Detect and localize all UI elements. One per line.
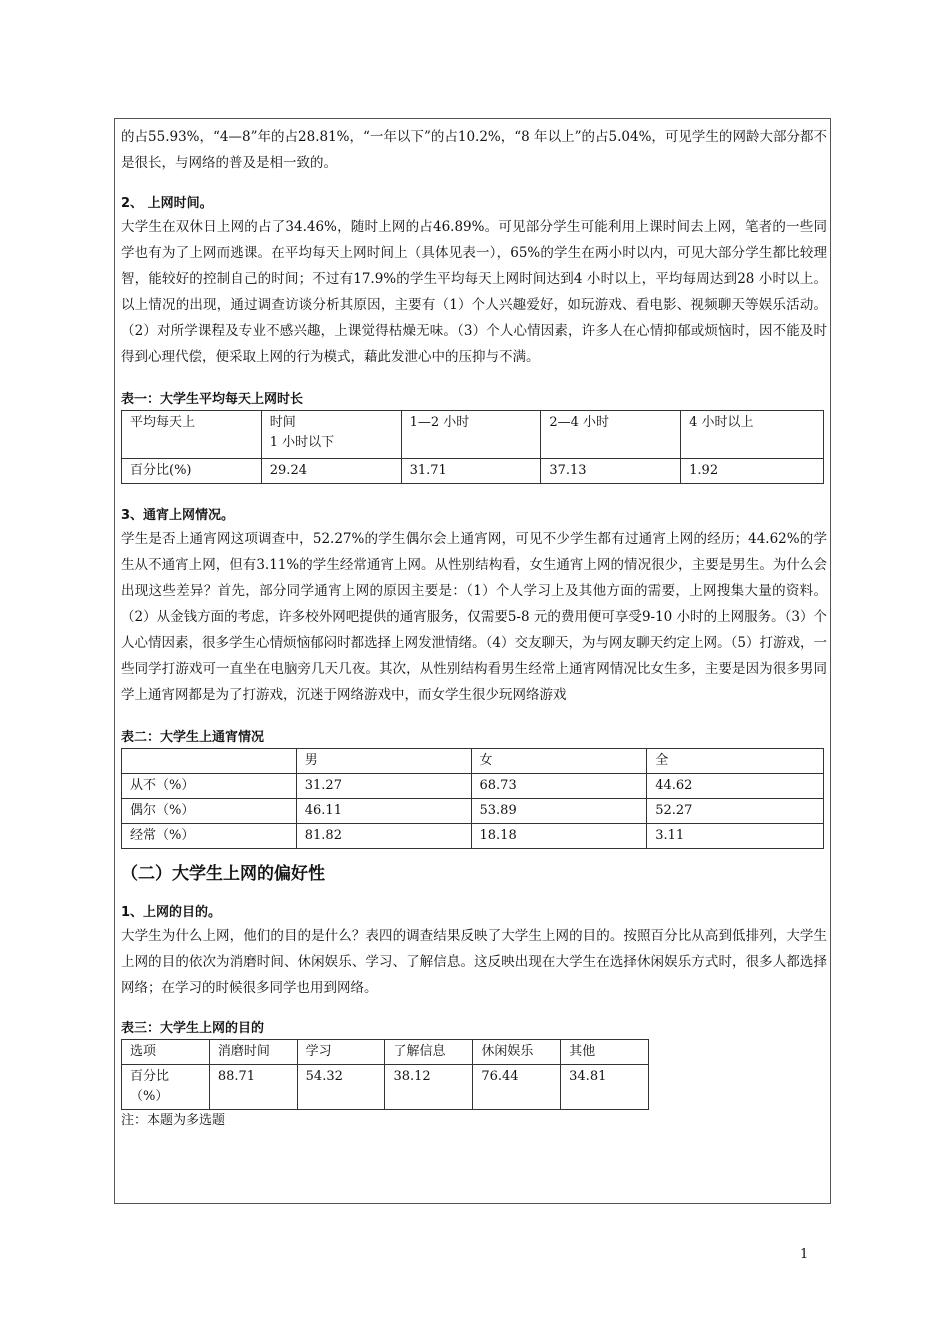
table-cell: 消磨时间 [209, 1040, 297, 1065]
table2-caption: 表二：大学生上通宵情况 [121, 730, 265, 745]
table-cell: 了解信息 [385, 1040, 473, 1065]
table-row [122, 774, 824, 799]
table-cell: 37.13 [541, 459, 681, 484]
table-cell: 52.27 [647, 799, 824, 824]
table-row [122, 1065, 649, 1110]
table2 [121, 748, 824, 849]
table-cell: 68.73 [471, 774, 647, 799]
table-cell: 1—2 小时 [401, 411, 541, 459]
table-cell: 81.82 [296, 824, 471, 849]
table-cell: 其他 [561, 1040, 649, 1065]
table-cell-line: 时间 [269, 415, 296, 430]
table-cell: 4 小时以上 [681, 411, 824, 459]
table-row [122, 824, 824, 849]
table-cell: 3.11 [647, 824, 824, 849]
table-cell: 平均每天上 [122, 411, 262, 459]
table-cell: 选项 [122, 1040, 210, 1065]
table-cell: 29.24 [261, 459, 401, 484]
table-row [122, 1040, 649, 1065]
section-paragraph-purpose: 大学生为什么上网，他们的目的是什么？表四的调查结果反映了大学生上网的目的。按照百分比从高到低排列，大学生上网的目的依次为消磨时间、休闲娱乐、学习、了解信息。这反映出现在大学生在选择休闲娱乐方式时，很多人都选择网络；在学习的时候很多同学也用到网络。 [121, 928, 827, 996]
table-cell: 男 [296, 749, 471, 774]
table-cell: 从不（%） [122, 774, 297, 799]
table-cell: 31.71 [401, 459, 541, 484]
table-row [122, 799, 824, 824]
document-body [121, 124, 827, 1132]
section-paragraph-overnight: 学生是否上通宵网这项调查中，52.27%的学生偶尔会上通宵网，可见不少学生都有过通宵上网的经历；44.62%的学生从不通宵上网，但有3.11%的学生经常通宵上网。从性别结构看，女生通宵上网的情况很少，主要是男生。为什么会出现这些差异？首先，部分同学通宵上网的原因主要是：（1）个人学习上及其他方面的需要，上网搜集大量的资料。（2）从金钱方面的考虑，许多校外网吧提供的通宵服务，仅需要5-8 元的费用便可享受9-10 小时的上网服务。（3）个人心情因素，很多学生心情烦恼郁闷时都选择上网发泄情绪。（4）交友聊天，为与网友聊天约定上网。（5）打游戏，一些同学打游戏可一直坐在电脑旁几天几夜。其次，从性别结构看男生经常上通宵网情况比女生多，主要是因为很多男同学上通宵网都是为了打游戏，沉迷于网络游戏中，而女学生很少玩网络游戏 [121, 531, 827, 703]
table-cell: 学习 [297, 1040, 385, 1065]
table-cell: 88.71 [209, 1065, 297, 1110]
table1-caption: 表一：大学生平均每天上网时长 [121, 392, 304, 407]
table-cell: 百分比（%） [122, 1065, 210, 1110]
table-cell: 2—4 小时 [541, 411, 681, 459]
table-cell: 53.89 [471, 799, 647, 824]
table-cell: 女 [471, 749, 647, 774]
table-cell-line: 1 小时以下 [269, 435, 335, 450]
page-number: 1 [800, 1247, 809, 1262]
intro-paragraph: 的占55.93%，“4—8”年的占28.81%，“一年以下”的占10.2%，“8 年以上”的占5.04%，可见学生的网龄大部分都不是很长，与网络的普及是相一致的。 [121, 129, 827, 171]
table-cell: 休闲娱乐 [473, 1040, 561, 1065]
table-cell: 偶尔（%） [122, 799, 297, 824]
table3-caption: 表三：大学生上网的目的 [121, 1021, 265, 1036]
section-paragraph-time: 大学生在双休日上网的占了34.46%，随时上网的占46.89%。可见部分学生可能利用上课时间去上网，笔者的一些同学也有为了上网而逃课。在平均每天上网时间上（具体见表一），65%的学生在两小时以内，可见大部分学生都比较理智，能较好的控制自己的时间；不过有17.9%的学生平均每天上网时间达到4 小时以上，平均每周达到28 小时以上。以上情况的出现，通过调查访谈分析其原因，主要有（1）个人兴趣爱好，如玩游戏、看电影、视频聊天等娱乐活动。（2）对所学课程及专业不感兴趣，上课觉得枯燥无味。（3）个人心情因素，许多人在心情抑郁或烦恼时，因不能及时得到心理代偿，便采取上网的行为模式，藉此发泄心中的压抑与不满。 [121, 219, 827, 365]
table-cell [122, 749, 297, 774]
table-cell: 18.18 [471, 824, 647, 849]
section-heading-overnight: 3、通宵上网情况。 [121, 508, 235, 523]
table-cell: 76.44 [473, 1065, 561, 1110]
section-heading-time: 2、 上网时间。 [121, 196, 213, 211]
table-row [122, 459, 824, 484]
table-cell: 46.11 [296, 799, 471, 824]
table-row [122, 749, 824, 774]
table-cell: 54.32 [297, 1065, 385, 1110]
table-cell: 44.62 [647, 774, 824, 799]
table-cell [261, 411, 401, 459]
section-heading-purpose: 1、上网的目的。 [121, 905, 222, 920]
part-heading-preference: （二）大学生上网的偏好性 [121, 864, 325, 884]
table-cell: 全 [647, 749, 824, 774]
table-cell: 38.12 [385, 1065, 473, 1110]
table-cell: 经常（%） [122, 824, 297, 849]
table-cell: 1.92 [681, 459, 824, 484]
table3-note: 注：本题为多选题 [121, 1113, 226, 1128]
table-cell: 31.27 [296, 774, 471, 799]
table1 [121, 410, 824, 484]
table-cell: 34.81 [561, 1065, 649, 1110]
table3 [121, 1039, 649, 1110]
table-cell: 百分比(%) [122, 459, 262, 484]
table-row [122, 411, 824, 459]
